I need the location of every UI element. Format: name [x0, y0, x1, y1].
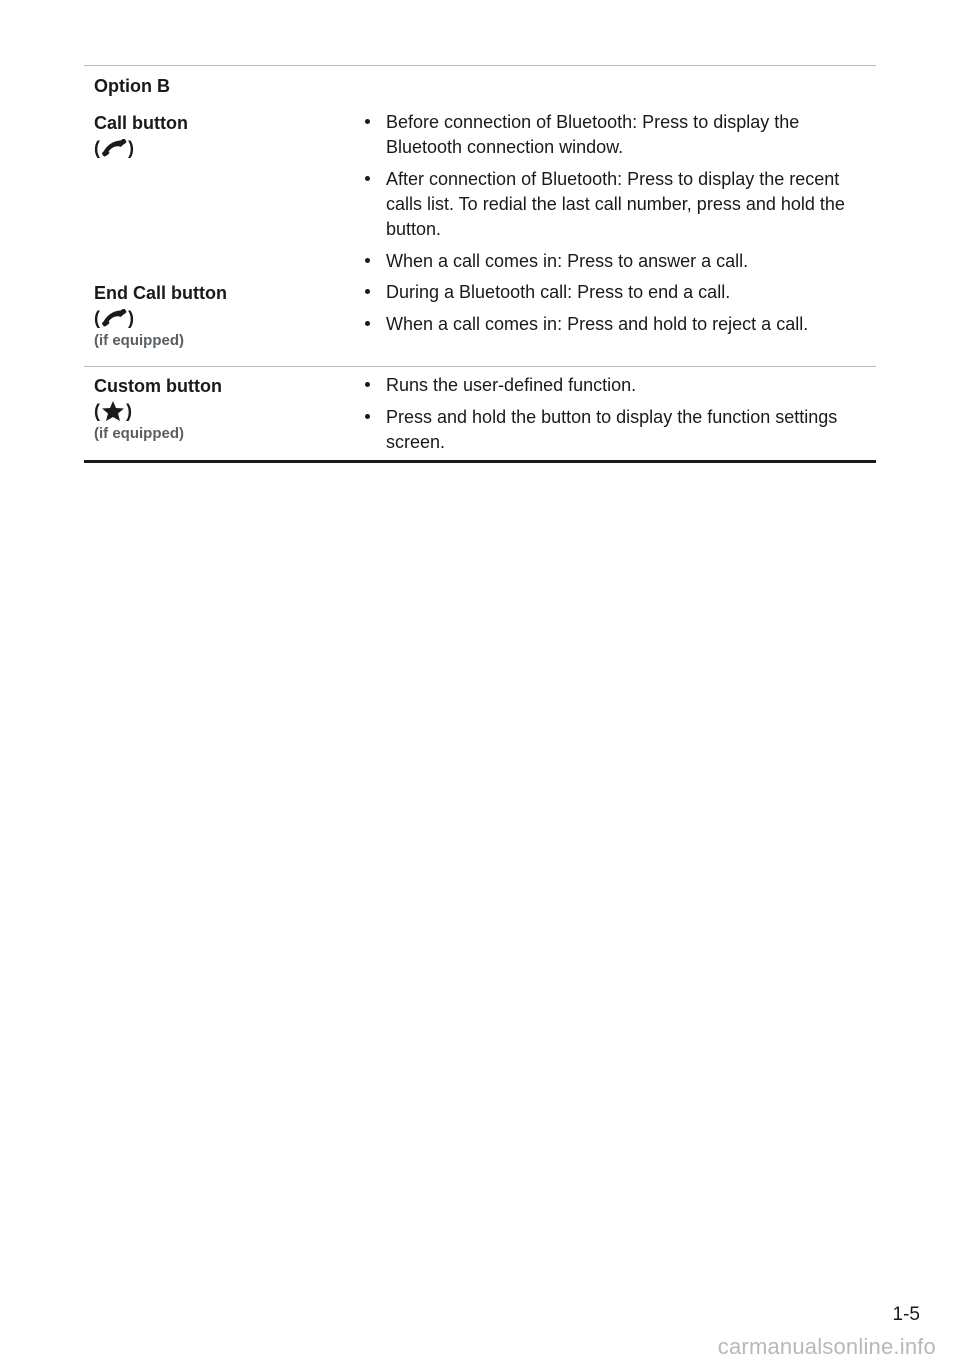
list-item: Press and hold the button to display the function settings screen.: [352, 405, 860, 455]
table-row: [84, 366, 876, 460]
list-item: After connection of Bluetooth: Press to display the recent calls list. To redial the last call number, press and hold the button.: [352, 167, 860, 242]
row-icon-line: ( ): [94, 138, 134, 158]
row-label-cell: [84, 367, 352, 460]
row-description-cell: [352, 367, 876, 460]
list-item: During a Bluetooth call: Press to end a call.: [352, 280, 860, 305]
bullet-list: [352, 280, 860, 337]
table-row: [84, 280, 876, 366]
row-label: End Call button: [94, 283, 227, 303]
table-row: [84, 104, 876, 280]
list-item: Before connection of Bluetooth: Press to display the Bluetooth connection window.: [352, 110, 860, 160]
row-icon-line: ( ): [94, 308, 134, 328]
table-bottom-rule: [84, 460, 876, 463]
page-number: 1-5: [892, 1304, 920, 1325]
list-item: When a call comes in: Press and hold to reject a call.: [352, 312, 860, 337]
bullet-list: [352, 110, 860, 274]
list-item: When a call comes in: Press to answer a call.: [352, 249, 860, 274]
row-label-cell: [84, 280, 352, 366]
row-label: Call button: [94, 113, 188, 133]
option-label: Option B: [94, 76, 170, 96]
list-item: Runs the user-defined function.: [352, 373, 860, 398]
watermark: carmanualsonline.info: [717, 1334, 936, 1359]
row-description-cell: [352, 104, 876, 280]
phone-handset-icon: [100, 139, 128, 157]
if-equipped-note: (if equipped): [94, 425, 184, 442]
button-description-table: [84, 65, 876, 463]
row-icon-line: ( ): [94, 401, 132, 421]
phone-handset-icon: [100, 309, 128, 327]
row-description-cell: [352, 280, 876, 366]
row-label-cell: [84, 104, 352, 280]
star-icon: [100, 400, 126, 422]
bullet-list: [352, 373, 860, 455]
if-equipped-note: (if equipped): [94, 332, 184, 349]
row-label: Custom button: [94, 376, 222, 396]
